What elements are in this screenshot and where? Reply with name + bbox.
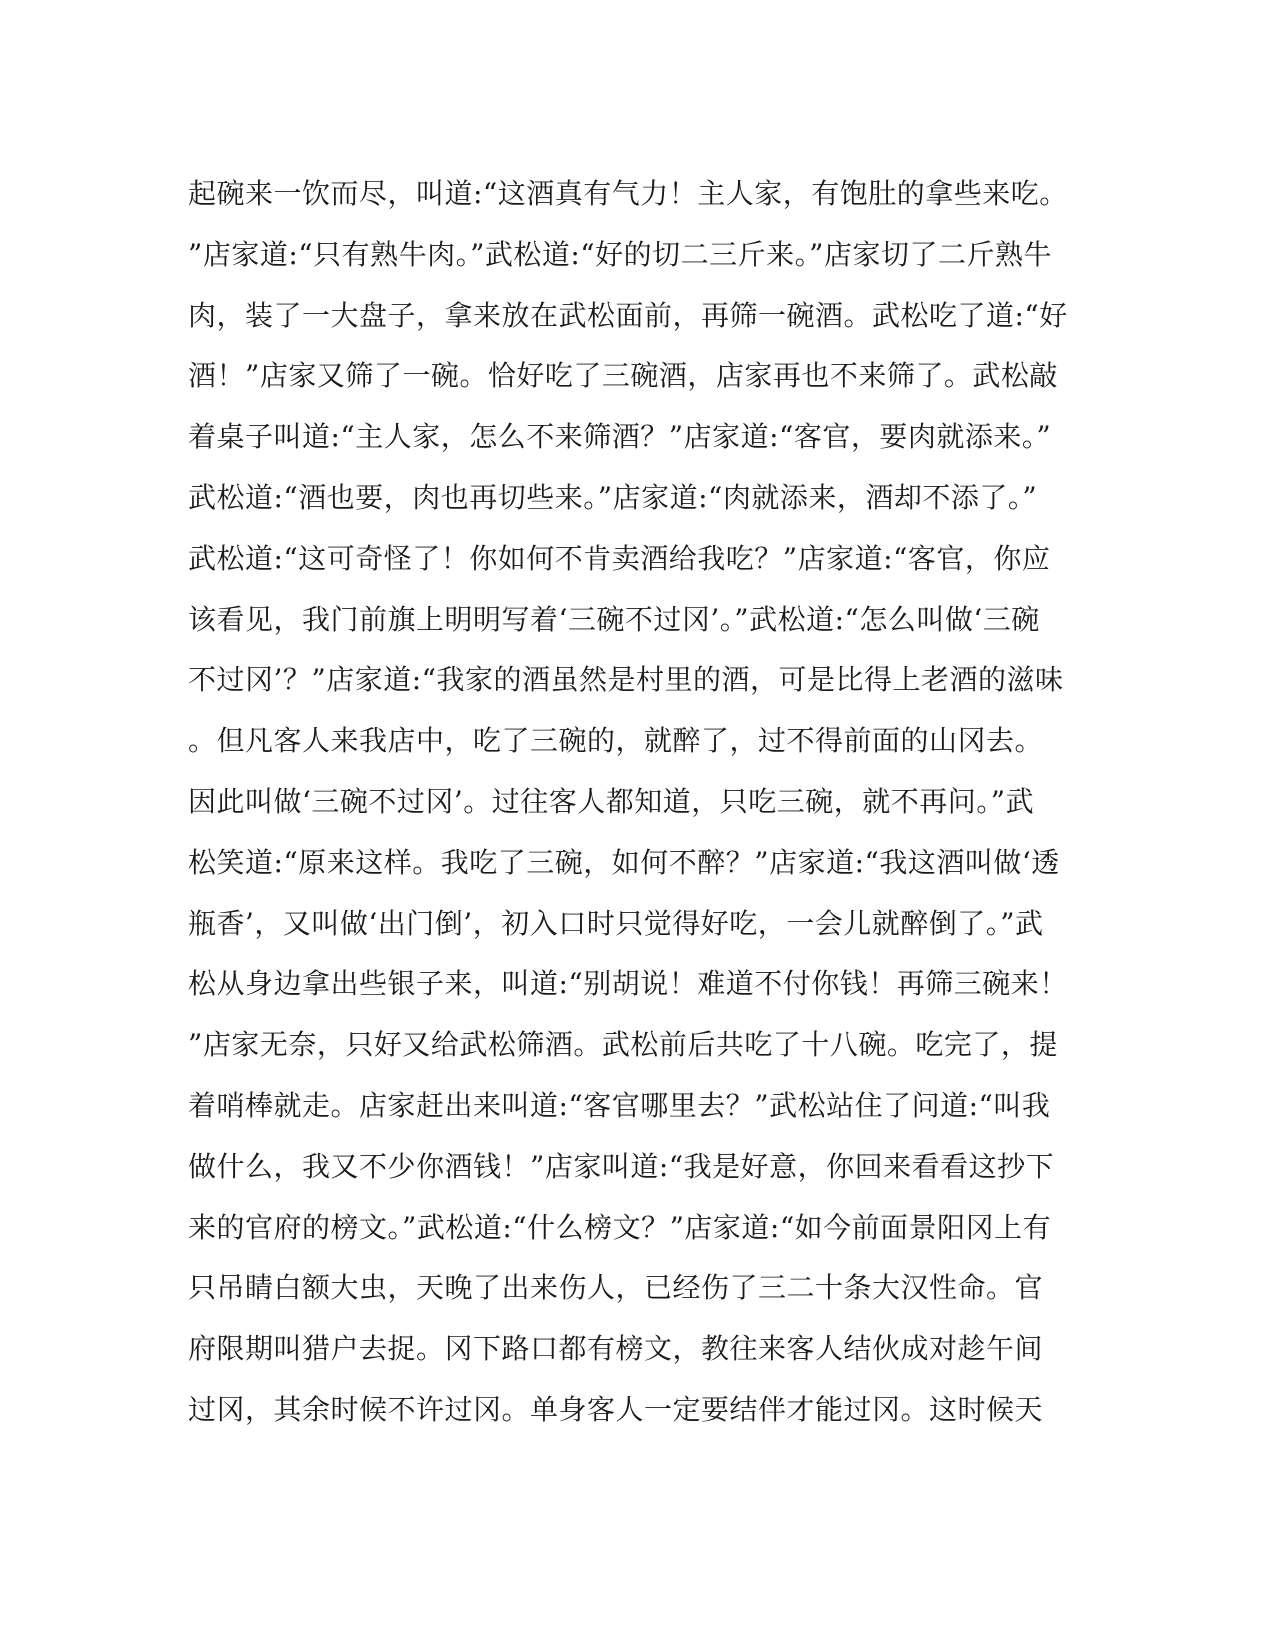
text-line: 不过冈’？”店家道:“我家的酒虽然是村里的酒，可是比得上老酒的滋味: [188, 663, 1064, 697]
text-line: 做什么，我又不少你酒钱！”店家叫道:“我是好意，你回来看看这抄下: [188, 1149, 1055, 1183]
text-line: 武松道:“这可奇怪了！你如何不肯卖酒给我吃？”店家道:“客官，你应: [188, 541, 1051, 575]
text-line: 来的官府的榜文。”武松道:“什么榜文？”店家道:“如今前面景阳冈上有: [188, 1210, 1052, 1244]
text-line: ”店家道:“只有熟牛肉。”武松道:“好的切二三斤来。”店家切了二斤熟牛: [188, 237, 1052, 271]
text-line: ”店家无奈，只好又给武松筛酒。武松前后共吃了十八碗。吃完了，提: [188, 1028, 1058, 1062]
text-line: 该看见，我门前旗上明明写着‘三碗不过冈’。”武松道:“怎么叫做‘三碗: [188, 602, 1040, 636]
text-line: 只吊睛白额大虫，天晚了出来伤人，已经伤了三二十条大汉性命。官: [188, 1271, 1044, 1305]
text-line: 过冈，其余时候不许过冈。单身客人一定要结伴才能过冈。这时候天: [188, 1392, 1044, 1426]
text-line: 起碗来一饮而尽，叫道:“这酒真有气力！主人家，有饱肚的拿些来吃。: [188, 177, 1068, 210]
text-line: 。但凡客人来我店中，吃了三碗的，就醉了，过不得前面的山冈去。: [188, 724, 1044, 758]
text-line: 武松道:“酒也要，肉也再切些来。”店家道:“肉就添来，酒却不添了。”: [188, 480, 1038, 514]
text-line: 松从身边拿出些银子来，叫道:“别胡说！难道不付你钱！再筛三碗来！: [188, 967, 1068, 1001]
text-line: 着哨棒就走。店家赶出来叫道:“客官哪里去？”武松站住了问道:“叫我: [188, 1088, 1051, 1122]
text-line: 瓶香’，又叫做‘出门倒’，初入口时只觉得好吃，一会儿就醉倒了。”武: [188, 906, 1044, 940]
text-line: 因此叫做‘三碗不过冈’。过往客人都知道，只吃三碗，就不再问。”武: [188, 784, 1035, 818]
text-line: 肉，装了一大盘子，拿来放在武松面前，再筛一碗酒。武松吃了道:“好: [188, 298, 1068, 332]
body-text: [188, 164, 1088, 1441]
text-line: 酒！”店家又筛了一碗。恰好吃了三碗酒，店家再也不来筛了。武松敲: [188, 359, 1058, 393]
text-line: 着桌子叫道:“主人家，怎么不来筛酒？”店家道:“客官，要肉就添来。”: [188, 420, 1052, 454]
text-line: 府限期叫猎户去捉。冈下路口都有榜文，教往来客人结伙成对趁午间: [188, 1332, 1044, 1366]
text-line: 松笑道:“原来这样。我吃了三碗，如何不醉？”店家道:“我这酒叫做‘透: [188, 845, 1060, 879]
